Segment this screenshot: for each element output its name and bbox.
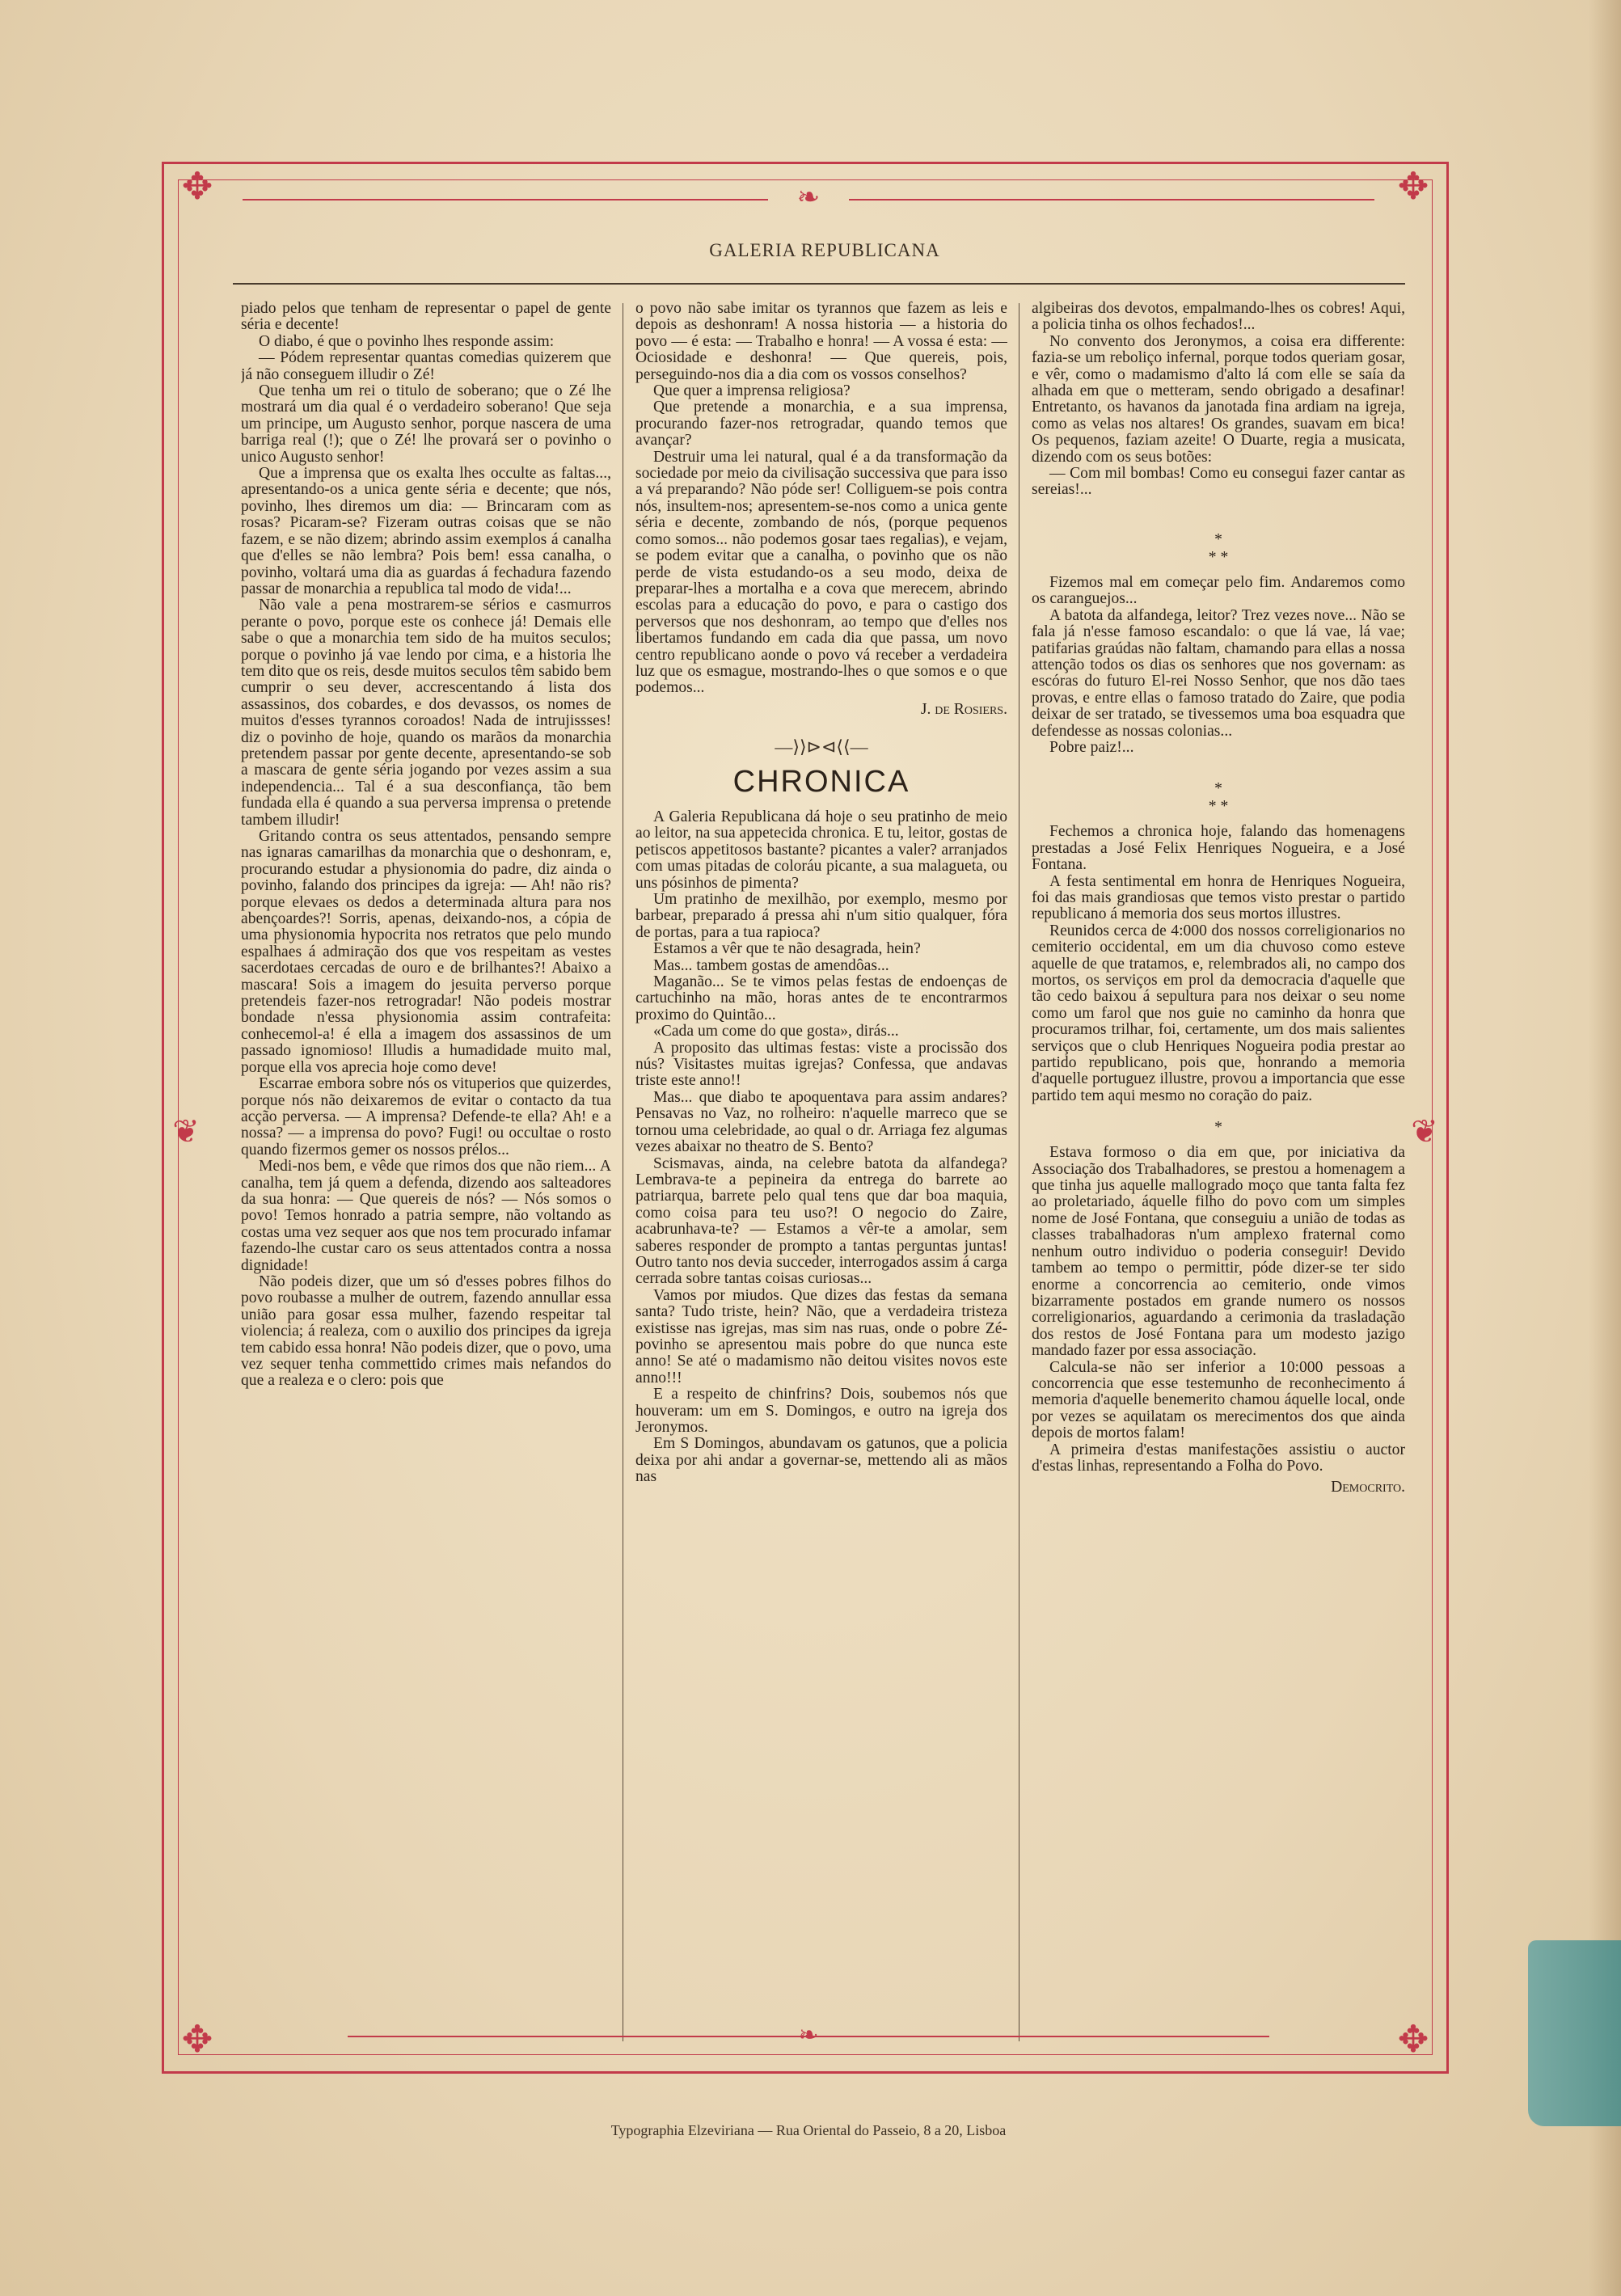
corner-ornament-icon: ✥ <box>181 2019 213 2060</box>
paragraph: algibeiras dos devotos, empalmando-lhes os cobres! Aqui, a policia tinha os olhos fechados!... <box>1032 301 1405 334</box>
section-divider-ornament: —⟩⟩⊳⊲⟨⟨— <box>775 736 868 758</box>
paragraph: o povo não sabe imitar os tyrannos que fazem as leis e depois as deshonram! A nossa historia — a historia do povo — é esta: — Trabalho e honra! — A vossa é esta: — Ociosidade e deshonra! — Que quereis, pois, perseguindo-nos dia a dia com os vossos conselhos? <box>635 301 1007 383</box>
running-title: GALERIA REPUBLICANA <box>709 240 940 260</box>
paragraph: Fechemos a chronica hoje, falando das homenagens prestadas a José Felix Henriques Nogueira, e a José Fontana. <box>1032 823 1405 874</box>
paragraph: Medi-nos bem, e vêde que rimos dos que não riem... A canalha, tem já quem a defenda, dizendo aos salteadores da sua honra: — Que quereis de nós? — Nós somos o povo! Temos honrado a patria sempre, não voltando as costas uma vez sequer aos que nos tem procurado infamar fazendo-lhe custar caro os seus attentados contra a nossa dignidade! <box>241 1158 611 1274</box>
author-signature: J. de Rosiers. <box>920 700 1007 718</box>
side-ornament-icon: ❦ <box>172 1113 200 1150</box>
column-3 <box>1032 301 1405 2039</box>
paragraph: A proposito das ultimas festas: viste a procissão dos nús? Visitastes muitas igrejas? Confessa, que andavas triste este anno!! <box>635 1039 1007 1090</box>
paragraph: Gritando contra os seus attentados, pensando sempre nas ignaras camarilhas da monarchia que o deshonram, e, procurando estudar a physionomia do padre, diz ainda o povinho, falando dos principes da igreja: — Ah! não ris? porque elevaes os dedos a determinada altura para nos abençoardes?! Sorris, apenas, deixando-nos, a cópia de uma physionomia hypocrita nos retratos que pelo mundo espalhaes á admiração dos que vos respeitam as vestes sacerdotaes cercadas de ouro e de brilhantes?! Abaixo a mascara! Sois a imagem do jesuita perverso porque pretendeis fazer-nos retrogradar! Não podeis mostrar bondade n'essa physionomia assim contrafeita: conhecemol-a! é ella a imagem dos assassinos de um passado ignomioso! Illudis a humadidade muito mal, porque ella vos aprecia hoje como deve! <box>241 828 611 1076</box>
corner-ornament-icon: ✥ <box>1397 2019 1429 2060</box>
header-rule <box>233 283 1405 285</box>
asterism: * * * <box>1208 530 1229 566</box>
paragraph: Fizemos mal em começar pelo fim. Andaremos como os caranguejos... <box>1032 573 1405 608</box>
column-1 <box>241 301 611 2039</box>
paragraph: No convento dos Jeronymos, a coisa era differente: fazia-se um reboliço infernal, porque todos queriam gosar, e vêr, como o madamismo d'alto lá com elle se saía da alhada em que o metteram, sendo obrigado a desafinar! Entretanto, os havanos da janotada fina ardiam na igreja, como as velas nos altares! Os grandes, suavam em bica! Os pequenos, faziam azeite! O Duarte, regia a musicata, dizendo com os seus botões: <box>1032 332 1405 466</box>
paragraph: Pobre paiz!... <box>1049 738 1134 756</box>
paragraph: Calcula-se não ser inferior a 10:000 pessoas a concorrencia que esse testemunho de reconhecimento á memoria d'aquelle benemerito chamou áquelle local, onde por vezes se aquilatam os merecimentos dos que ainda depois de mortos falam! <box>1032 1358 1405 1442</box>
paragraph: Estava formoso o dia em que, por iniciativa da Associação dos Trabalhadores, se prestou a homenagem a que tinha jus aquelle mallogrado moço que tanta falta fez ao proletariado, áquelle filho do povo com um simples nome de José Fontana, que conseguiu a união de todas as classes trabalhadoras n'um amplexo fraternal como nenhum outro individuo o poderia conseguir! Devido tambem ao tempo o permittir, póde dizer-se ter sido enorme a concorrencia ao cemiterio, onde vimos bizarramente postados em grande numero os nossos correligionarios, aguardando a cerimonia da trasladação dos restos de José Fontana para um modesto jazigo mandado fazer por essa associação. <box>1032 1144 1405 1360</box>
top-rule-right <box>849 199 1374 200</box>
paragraph: «Cada um come do que gosta», dirás... <box>653 1023 899 1040</box>
paragraph: Scismavas, ainda, na celebre batota da alfandega? Lembrava-te a pepineira da entrega do barrete ao patriarqua, barrete pelo qual tens que dar boa maquia, como coisa para teu uso?! O negocio do Zaire, acabrunhava-te? — Estamos a vêr-te a amolar, sem saberes responder de prompto a tantas perguntas juntas! Outro tanto nos devia succeder, interrogados assim á carga cerrada sobre tantas coisas curiosas... <box>635 1154 1007 1288</box>
paragraph: Estamos a vêr que te não desagrada, hein? <box>653 940 921 958</box>
asterism: * <box>1214 1119 1222 1137</box>
paragraph: A Galeria Republicana dá hoje o seu pratinho de meio ao leitor, na sua appetecida chronica. E tu, leitor, gostas de petiscos appetitosos bastante? picantes a valer? arranjados com umas pitadas de coloráu picante, a sua malagueta, ou uns pósinhos de pimenta? <box>635 808 1007 892</box>
paragraph: E a respeito de chinfrins? Dois, soubemos nós que houveram: um em S. Domingos, e outro na igreja dos Jeronymos. <box>635 1386 1007 1436</box>
corner-ornament-icon: ✥ <box>181 166 213 207</box>
paragraph: Destruir uma lei natural, qual é a da transformação da sociedade por meio da civilisação successiva que para isso a vá preparando? Não póde ser! Colliguem-se pois contra nós, insultem-nos; apresentem-se-nos como a unica gente séria e decente, zombando de nós, (porque pequenos como somos... não podemos gosar taes regalias), e vejam, se podem evitar que a canalha, o povinho que os não perde de vista estudando-os a seu modo, deixa de preparar-lhes a mortalha e a cova que merecem, abrindo escolas para a educação do povo, e para o castigo dos perversos que nos deshonram, ao tempo que d'elles nos libertamos fundando em cada dia que passa, um novo centro republicano aonde o povo vá receber a verdadeira luz que os esmague, mostrando-lhes o que somos e o que podemos... <box>635 448 1007 697</box>
paragraph: Não vale a pena mostrarem-se sérios e casmurros perante o povo, porque este os conhece já! Demais elle sabe o que a monarchia tem sido de ha muitos seculos; porque o povinho já vae lendo por cima, e a historia lhe tem dito que os reis, desde muitos seculos têm sabido bem cumprir o seu dever, accrescentando á lista dos assassinos, dos cobardes, e dos devassos, os nomes de muitos d'esses tyrannos coroados! Nada de intrujissses! diz o povinho de hoje, quando os marãos da monarchia pretendem passar por gente decente, apresentando-se sob a mascara de gente séria jogando por vezes assim a sua independencia... Tal é a sua desconfiança, tão bem fundada ella é quando a sua perversa imprensa o pretende tambem illudir! <box>241 597 611 829</box>
paragraph: Que pretende a monarchia, e a sua imprensa, procurando fazer-nos retrogradar, quando temos que avançar? <box>635 399 1007 449</box>
paragraph: Em S Domingos, abundavam os gatunos, que a policia deixa por ahi andar a governar-se, mettendo ali as mãos nas <box>635 1435 1007 1486</box>
paragraph: Que tenha um rei o titulo de soberano; que o Zé lhe mostrará um dia qual é o verdadeiro soberano! Que seja um principe, um Augusto senhor, porque nascera de uma barriga real (!); que o Zé! lhe provará ser o povinho o unico Augusto senhor! <box>241 382 611 466</box>
paragraph: Reunidos cerca de 4:000 dos nossos correligionarios no cemiterio occidental, em um dia chuvoso como esteve aquelle de que tratamos, e, relembrados ali, no campo dos mortos, os serviços em prol da democracia d'aquelle que tão cedo baixou á sepultura para nos deixar o seu nome como um farol que nos guie no caminho da honra que procuramos trilhar, foi, certamente, um dos mais salientes serviços que o club Henriques Nogueira podia prestar ao partido republicano, pois que, honrando a memoria d'aquelle portuguez illustre, provou a importancia que esse partido tem aqui mesmo no coração do paiz. <box>1032 922 1405 1104</box>
top-rule-left <box>243 199 768 200</box>
paragraph: Mas... que diabo te apoquentava para assim andares? Pensavas no Vaz, no rolheiro: n'aquelle marreco que se tornou uma celebridade, ao qual o dr. Arriaga fez algumas vezes abaixar no theatro de S. Bento? <box>635 1088 1007 1156</box>
paragraph: — Pódem representar quantas comedias quizerem que já não conseguem illudir o Zé! <box>241 349 611 383</box>
paragraph: A batota da alfandega, leitor? Trez vezes nove... Não se fala já n'esse famoso escandalo: o que lá vae, lá vae; patifarias graúdas não faltam, chamando para ellas a nossa attenção todos os dias os senhores que nos governam: as escóras do futuro El-rei Nosso Senhor, que nos dão taes provas, e entre ellas o famoso tratado do Zaire, que podia deixar de ser tratado, se tivessemos uma boa esquadra que defendesse as nossas colonias... <box>1032 606 1405 740</box>
paragraph: — Com mil bombas! Como eu consegui fazer cantar as sereias!... <box>1032 465 1405 499</box>
corner-ornament-icon: ✥ <box>1397 166 1429 207</box>
paragraph: A primeira d'estas manifestações assistiu o auctor d'estas linhas, representando a Folha do Povo. <box>1032 1441 1405 1475</box>
paragraph: Vamos por miudos. Que dizes das festas da semana santa? Tudo triste, hein? Não, que a verdadeira tristeza existisse nas igrejas, mas sim nas ruas, onde o pobre Zé-povinho se apresentou mais pobre do que nunca este anno! Se até o madamismo não deitou visites novos este anno!!! <box>635 1286 1007 1386</box>
side-ornament-icon: ❦ <box>1411 1113 1438 1150</box>
paragraph: O diabo, é que o povinho lhes responde assim: <box>259 332 555 350</box>
paragraph: Escarrae embora sobre nós os vituperios que quizerdes, porque nós não deixaremos de evitar o contacto da tua acção perversa. — A imprensa? Defende-te ella? Ah! e a nossa? — a imprensa do povo? Fugi! ou occultae o rosto quando fizermos gemer os nossos prélos... <box>241 1075 611 1159</box>
paragraph: Não podeis dizer, que um só d'esses pobres filhos do povo roubasse a mulher de outrem, fazendo annullar essa união para gosar essa mulher, fazendo respeitar tal violencia; á realeza, com o auxilio dos principes da igreja tem cabido essa honra! Não podeis dizer, que o povo, uma vez sequer tenha commettido crimes mais nefandos do que a realeza e o clero: pois que <box>241 1273 611 1390</box>
author-signature: Democrito. <box>1331 1479 1405 1496</box>
bottom-flourish-icon: ❧ <box>798 2022 819 2049</box>
paragraph: Que quer a imprensa religiosa? <box>653 382 851 400</box>
column-2 <box>635 301 1007 2039</box>
paragraph: Um pratinho de mexilhão, por exemplo, mesmo por barbear, preparado á pressa ahi n'um sitio qualquer, fóra de portas, para a tua rapioca? <box>635 891 1007 941</box>
asterism: * * * <box>1208 780 1229 816</box>
paragraph: Maganão... Se te vimos pelas festas de endoenças de cartuchinho na mão, horas antes de te encontrarmos proximo do Quintão... <box>635 973 1007 1023</box>
printer-imprint: Typographia Elzeviriana — Rua Oriental do Passeio, 8 a 20, Lisboa <box>610 2122 1007 2138</box>
paragraph: Mas... tambem gostas de amendôas... <box>653 956 889 974</box>
section-title: CHRONICA <box>732 764 910 799</box>
paragraph: piado pelos que tenham de representar o papel de gente séria e decente! <box>241 301 611 334</box>
binding-tab <box>1528 1940 1621 2126</box>
paragraph: A festa sentimental em honra de Henriques Nogueira, foi das mais grandiosas que temos visto prestar o partido republicano á memoria dos seus mortos illustres. <box>1032 872 1405 923</box>
paragraph: Que a imprensa que os exalta lhes occulte as faltas..., apresentando-os a unica gente séria e decente; que nós, povinho, lhes diremos um dia: — Brincaram com as rosas? Picaram-se? Fizeram outras coisas que se não fazem, e se não dizem; abrindo assim exemplos á canalha que d'elles se não lembra? Pois bem! essa canalha, o povinho, voltará uma dia as guardas á fechadura fazendo passar de monarchia a republica tal modo de vida!... <box>241 465 611 597</box>
top-flourish-icon: ❧ <box>796 183 821 213</box>
